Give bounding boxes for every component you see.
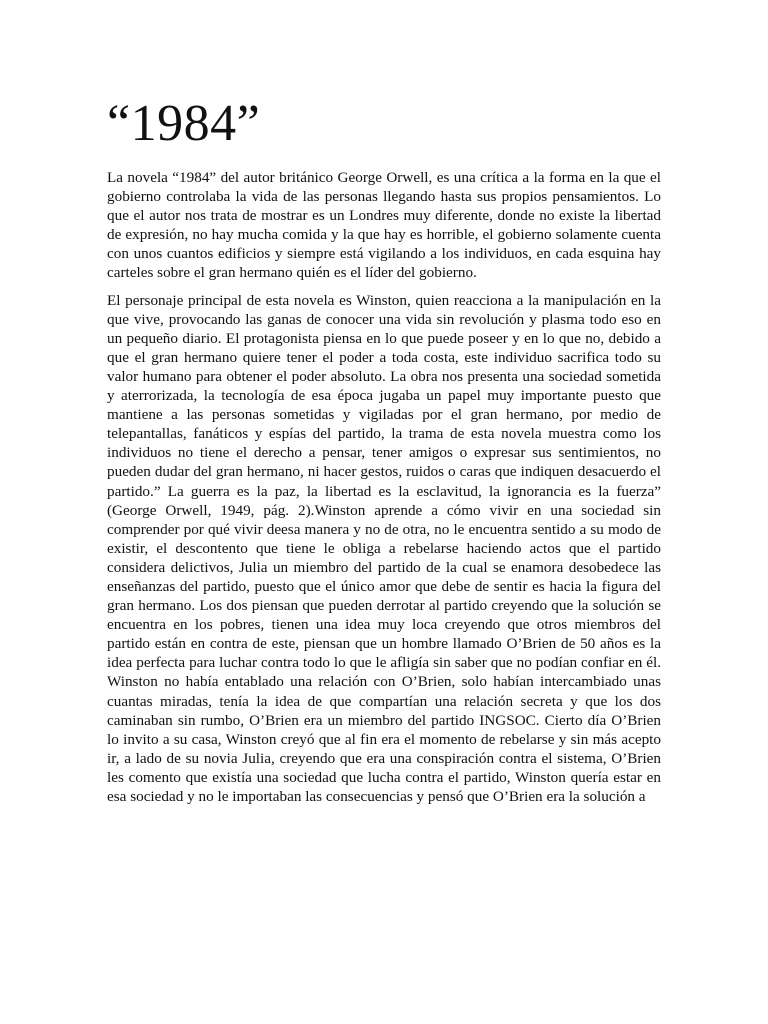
document-body — [107, 92, 661, 814]
paragraph-winston: El personaje principal de esta novela es Winston, quien reacciona a la manipulación en la que vive, provocando las ganas de conocer una vida sin revolución y plasma todo eso en un pequeño diario. El protagonista piensa en lo que puede poseer y en lo que no, debido a que el gran hermano quiere tener el poder a toda costa, este individuo sacrifica todo su valor humano para obtener el poder absoluto. La obra nos presenta una sociedad sometida y aterrorizada, la tecnología de esa época jugaba un papel muy importante puesto que mantiene a las personas sometidas y vigiladas por el gran hermano, por medio de telepantallas, fanáticos y espías del partido, la trama de esta novela muestra como los individuos no tiene el derecho a pensar, tener amigos o expresar sus sentimientos, no pueden dudar del gran hermano, ni hacer gestos, ruidos o caras que indiquen desacuerdo el partido.” La guerra es la paz, la libertad es la esclavitud, la ignorancia es la fuerza” (George Orwell, 1949, pág. 2).Winston aprende a cómo vivir en una sociedad sin comprender por qué vivir deesa manera y no de otra, no le encuentra sentido a su modo de existir, el descontento que tiene le obliga a rebelarse haciendo actos que el partido considera delictivos, Julia un miembro del partido de la cual se enamora desobedece las enseñanzas del partido, puesto que el único amor que debe de sentir es hacia la figura del gran hermano. Los dos piensan que pueden derrotar al partido creyendo que la solución se encuentra en los pobres, tienen una idea muy loca creyendo que otros miembros del partido están en contra de este, piensan que un hombre llamado O’Brien de 50 años es la idea perfecta para luchar contra todo lo que le afligía sin saber que no podían confiar en él. Winston no había entablado una relación con O’Brien, solo habían intercambiado unas cuantas miradas, tenía la idea de que compartían una relación secreta y que los dos caminaban sin rumbo, O’Brien era un miembro del partido INGSOC. Cierto día O’Brien lo invito a su casa, Winston creyó que al fin era el momento de rebelarse y sin más acepto ir, a lado de su novia Julia, creyendo que era una conspiración contra el sistema, O’Brien les comento que existía una sociedad que lucha contra el partido, Winston quería estar en esa sociedad y no le importaban las consecuencias y pensó que O’Brien era la solución a — [107, 291, 661, 805]
document-title: “1984” — [107, 95, 261, 152]
paragraph-intro: La novela “1984” del autor británico George Orwell, es una crítica a la forma en la que el gobierno controlaba la vida de las personas llegando hasta sus propios pensamientos. Lo que el autor nos trata de mostrar es un Londres muy diferente, donde no existe la libertad de expresión, no hay mucha comida y la que hay es horrible, el gobierno solamente cuenta con unos cuantos edificios y siempre está vigilando a los individuos, en cada esquina hay carteles sobre el gran hermano quién es el líder del gobierno. — [107, 169, 661, 282]
